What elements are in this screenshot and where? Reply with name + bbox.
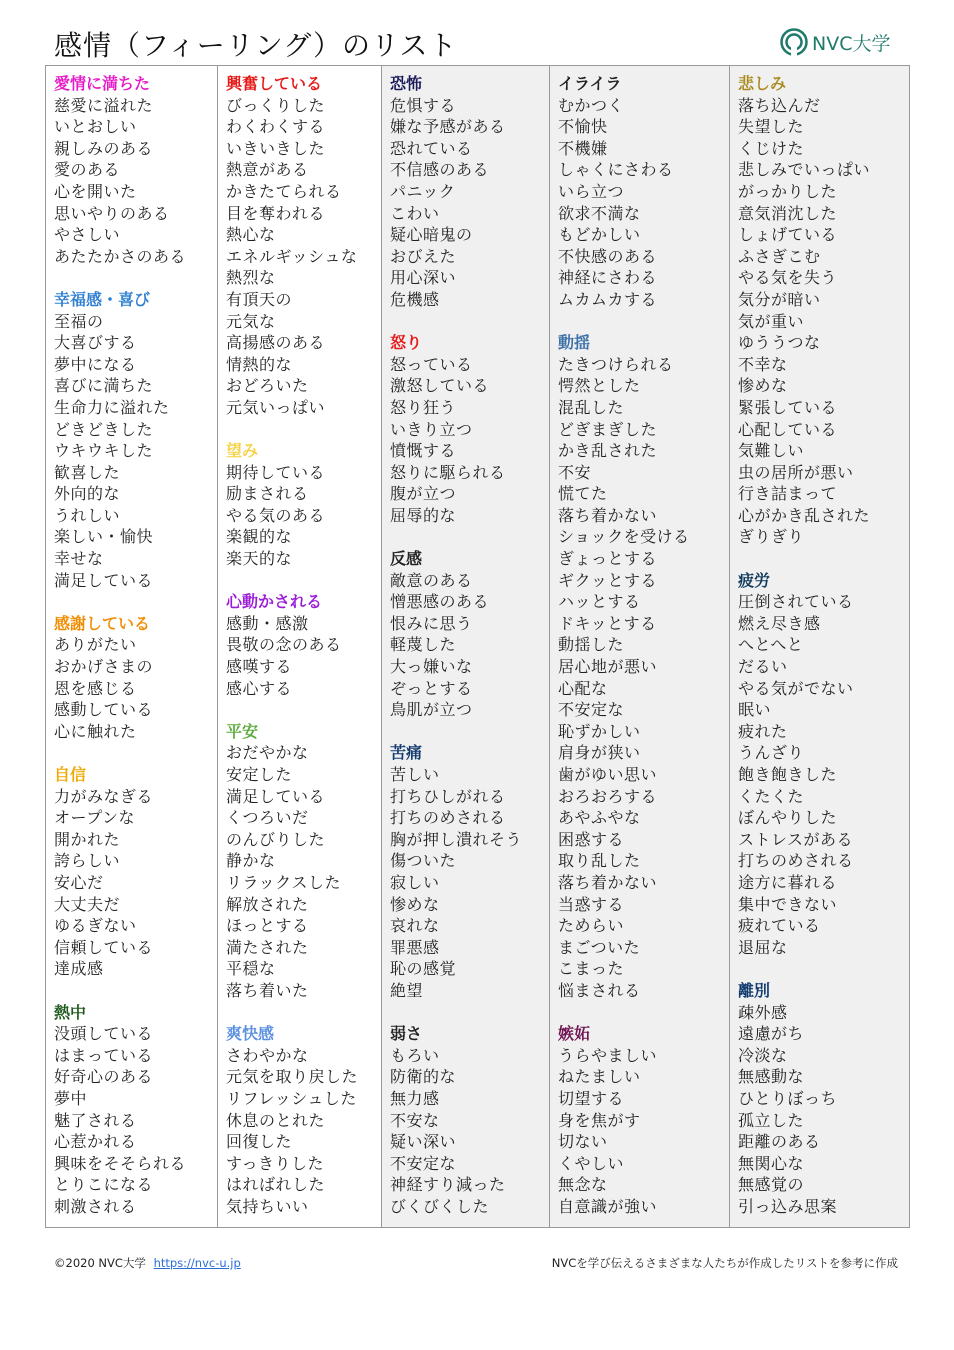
category-heading: 疲労 bbox=[738, 570, 771, 590]
feeling-word: ぼんやりした bbox=[738, 808, 838, 828]
feeling-word: 畏敬の念のある bbox=[226, 635, 342, 655]
feeling-column-3 bbox=[382, 66, 550, 1227]
feeling-word: 好奇心のある bbox=[54, 1067, 154, 1087]
feeling-word: リフレッシュした bbox=[226, 1088, 357, 1108]
feeling-word: 熱心な bbox=[226, 225, 276, 245]
feeling-word: 励まされる bbox=[226, 484, 309, 504]
logo-text: NVC大学 bbox=[812, 32, 891, 55]
feeling-column-4 bbox=[550, 66, 730, 1227]
category-heading: 反感 bbox=[390, 549, 423, 569]
feeling-word: 歯がゆい思い bbox=[558, 765, 658, 784]
feeling-word: はまっている bbox=[54, 1045, 154, 1065]
feeling-word: ぞっとする bbox=[390, 678, 473, 698]
feeling-word: 恥の感覚 bbox=[390, 959, 457, 979]
footer-credit: NVCを学び伝えるさまざまな人たちが作成したリストを参考に作成 bbox=[551, 1256, 898, 1270]
nvc-logo-icon bbox=[780, 28, 808, 56]
feeling-word: 恥ずかしい bbox=[558, 721, 641, 741]
feeling-word: 疎外感 bbox=[738, 1002, 788, 1022]
feelings-table bbox=[45, 65, 910, 1228]
feeling-word: むかつく bbox=[558, 95, 625, 115]
feeling-word: 失望した bbox=[738, 117, 805, 137]
feeling-word: 混乱した bbox=[558, 397, 625, 417]
feeling-word: たきつけられる bbox=[558, 354, 674, 374]
feeling-word: 気難しい bbox=[738, 441, 805, 461]
feeling-word: 慌てた bbox=[558, 484, 608, 504]
category-heading: 爽快感 bbox=[226, 1024, 275, 1044]
category-heading: 怒り bbox=[390, 333, 423, 353]
feeling-word: 目を奪われる bbox=[226, 203, 326, 223]
feeling-word: こまった bbox=[558, 959, 625, 979]
feeling-word: おろおろする bbox=[558, 786, 658, 806]
feeling-word: くじけた bbox=[738, 138, 805, 158]
feeling-word: 意気消沈した bbox=[738, 203, 838, 223]
feeling-word: くたくた bbox=[738, 786, 805, 806]
feeling-word: 途方に暮れる bbox=[738, 872, 838, 892]
feeling-word: すっきりした bbox=[226, 1153, 325, 1173]
feeling-column-5 bbox=[730, 66, 909, 1227]
feeling-word: あやふやな bbox=[558, 808, 641, 828]
feeling-word: 気分が暗い bbox=[738, 289, 821, 309]
feeling-word: もろい bbox=[390, 1045, 440, 1065]
copyright-text: ©2020 NVC大学 bbox=[54, 1256, 146, 1270]
feeling-word: 落ち着かない bbox=[558, 505, 658, 525]
feeling-category bbox=[558, 1023, 729, 1217]
feeling-word: オープンな bbox=[54, 808, 136, 828]
feeling-word: 無関心な bbox=[738, 1153, 805, 1173]
feeling-word: 気持ちいい bbox=[226, 1196, 309, 1216]
feeling-word: 当惑する bbox=[558, 894, 625, 914]
feeling-word: 満足している bbox=[54, 570, 154, 590]
feeling-word: ショックを受ける bbox=[558, 527, 690, 547]
feeling-word: 回復した bbox=[226, 1132, 293, 1152]
feeling-word: びっくりした bbox=[226, 95, 326, 115]
feeling-word: 胸が押し潰れそう bbox=[390, 829, 523, 849]
feeling-word: ぎょっとする bbox=[558, 549, 658, 569]
feeling-word: 感動している bbox=[54, 700, 154, 720]
category-heading: 恐怖 bbox=[390, 74, 423, 93]
feeling-word: 休息のとれた bbox=[226, 1110, 326, 1130]
feeling-word: 不安定な bbox=[558, 700, 625, 720]
feeling-word: 平穏な bbox=[226, 959, 276, 979]
feeling-word: 取り乱した bbox=[558, 851, 641, 871]
feeling-word: ドキッとする bbox=[558, 613, 657, 633]
feeling-column-1 bbox=[46, 66, 218, 1227]
feeling-word: 誇らしい bbox=[54, 851, 121, 871]
feeling-word: 虫の居所が悪い bbox=[738, 462, 854, 482]
category-heading: 動揺 bbox=[558, 333, 591, 353]
feeling-word: 夢中 bbox=[54, 1088, 88, 1108]
feeling-word: 高揚感のある bbox=[226, 333, 326, 353]
feeling-word: 神経すり減った bbox=[390, 1175, 506, 1195]
feeling-word: ギクッとする bbox=[558, 570, 658, 590]
feeling-word: 孤立した bbox=[738, 1110, 805, 1130]
feeling-word: 距離のある bbox=[738, 1132, 821, 1152]
feeling-word: とりこになる bbox=[54, 1175, 154, 1195]
feeling-word: 不信感のある bbox=[390, 160, 490, 180]
feeling-word: はればれした bbox=[226, 1175, 326, 1195]
feeling-word: まごついた bbox=[558, 937, 641, 957]
feeling-category bbox=[54, 764, 217, 980]
feeling-word: 解放された bbox=[226, 894, 309, 914]
feeling-word: 動揺した bbox=[558, 635, 625, 655]
feeling-word: 至福の bbox=[54, 311, 104, 331]
feeling-word: 引っ込み思案 bbox=[738, 1196, 838, 1216]
feeling-word: 楽天的な bbox=[226, 549, 293, 569]
feeling-word: 楽観的な bbox=[226, 527, 293, 547]
feeling-word: 居心地が悪い bbox=[558, 657, 658, 677]
feeling-word: 無感動な bbox=[738, 1067, 805, 1087]
page-title: 感情（フィーリング）のリスト bbox=[54, 29, 458, 62]
feeling-category bbox=[558, 332, 729, 1001]
feeling-word: 不愉快 bbox=[558, 117, 608, 137]
feeling-word: 楽しい・愉快 bbox=[54, 527, 154, 547]
site-link[interactable]: https://nvc-u.jp bbox=[153, 1256, 241, 1270]
feeling-category bbox=[226, 721, 381, 1002]
feeling-word: おびえた bbox=[390, 246, 457, 266]
feeling-category bbox=[390, 332, 549, 526]
feeling-word: くやしい bbox=[558, 1153, 625, 1173]
feeling-word: 怒り狂う bbox=[390, 397, 457, 417]
feeling-word: 退屈な bbox=[738, 937, 788, 957]
feeling-word: ぎりぎり bbox=[738, 527, 805, 547]
feeling-word: かきたてられる bbox=[226, 181, 342, 201]
feeling-word: 惨めな bbox=[738, 376, 788, 396]
feeling-word: 集中できない bbox=[738, 894, 838, 914]
feeling-word: 落ち着かない bbox=[558, 872, 658, 892]
feeling-word: 魅了される bbox=[54, 1110, 137, 1130]
feeling-category bbox=[738, 980, 909, 1218]
feeling-word: 燃え尽き感 bbox=[738, 613, 821, 633]
feeling-word: 不安 bbox=[558, 462, 592, 482]
category-heading: 幸福感・喜び bbox=[54, 289, 151, 309]
feeling-word: 心配な bbox=[558, 678, 608, 698]
feeling-word: パニック bbox=[390, 181, 456, 201]
feeling-word: ためらい bbox=[558, 916, 625, 936]
feeling-word: 元気いっぱい bbox=[226, 397, 326, 417]
feeling-word: ストレスがある bbox=[738, 829, 854, 849]
feeling-word: 不機嫌 bbox=[558, 138, 608, 158]
feeling-category bbox=[226, 591, 381, 699]
feeling-word: 熱意がある bbox=[226, 160, 309, 180]
category-heading: 興奮している bbox=[226, 74, 323, 93]
footer-copyright-block bbox=[54, 1255, 241, 1271]
feeling-word: 惨めな bbox=[390, 894, 440, 914]
feeling-word: 不安定な bbox=[390, 1153, 457, 1173]
feeling-word: 幸せな bbox=[54, 549, 104, 569]
feeling-word: 腹が立つ bbox=[390, 484, 457, 504]
feeling-word: いきり立つ bbox=[390, 419, 473, 439]
feeling-word: 愕然とした bbox=[558, 376, 641, 396]
feeling-word: 防衛的な bbox=[390, 1067, 457, 1087]
feeling-word: 外向的な bbox=[54, 484, 121, 504]
feeling-word: おどろいた bbox=[226, 376, 309, 396]
feeling-word: ほっとする bbox=[226, 916, 309, 936]
feeling-word: 用心深い bbox=[390, 268, 457, 288]
feeling-word: 元気を取り戻した bbox=[226, 1067, 359, 1087]
category-heading: 心動かされる bbox=[226, 592, 323, 612]
feeling-category bbox=[738, 73, 909, 548]
feeling-word: 恩を感じる bbox=[54, 678, 137, 698]
feeling-word: 怒りに駆られる bbox=[390, 462, 506, 482]
feeling-word: 遠慮がち bbox=[738, 1024, 805, 1044]
category-heading: 自信 bbox=[54, 765, 87, 784]
feeling-category bbox=[54, 1002, 217, 1218]
feeling-word: 心配している bbox=[738, 419, 838, 439]
feeling-word: どきどきした bbox=[54, 419, 154, 439]
category-heading: 平安 bbox=[226, 721, 259, 741]
feeling-word: ひとりぼっち bbox=[738, 1088, 838, 1108]
feeling-word: 欲求不満な bbox=[558, 203, 641, 223]
feeling-word: 哀れな bbox=[390, 916, 440, 936]
category-heading: イライラ bbox=[558, 74, 622, 93]
feeling-word: 憤慨する bbox=[390, 441, 457, 461]
feeling-word: こわい bbox=[390, 203, 440, 223]
feeling-word: 冷淡な bbox=[738, 1045, 788, 1065]
feeling-word: 大丈夫だ bbox=[54, 894, 121, 914]
feeling-word: 危機感 bbox=[390, 289, 440, 309]
feeling-word: 満たされた bbox=[226, 937, 309, 957]
feeling-word: うんざり bbox=[738, 743, 805, 763]
feeling-word: いきいきした bbox=[226, 138, 326, 158]
feeling-word: いとおしい bbox=[54, 117, 137, 137]
feeling-word: あたたかさのある bbox=[54, 246, 187, 266]
feeling-word: 打ちのめされる bbox=[738, 851, 854, 871]
feeling-category bbox=[54, 289, 217, 591]
feeling-word: 力がみなぎる bbox=[54, 786, 154, 806]
feeling-word: しょげている bbox=[738, 225, 838, 245]
feeling-word: 心を開いた bbox=[54, 181, 137, 201]
feeling-word: 親しみのある bbox=[54, 138, 154, 158]
feeling-word: 苦しい bbox=[390, 765, 440, 784]
feeling-word: 歓喜した bbox=[54, 462, 121, 482]
feeling-word: 熱烈な bbox=[226, 268, 276, 288]
feeling-word: わくわくする bbox=[226, 117, 326, 137]
brand-logo bbox=[780, 27, 890, 57]
feeling-word: 眠い bbox=[738, 700, 772, 720]
feeling-word: 安心だ bbox=[54, 872, 104, 892]
feeling-word: 無念な bbox=[558, 1175, 608, 1195]
feeling-category bbox=[390, 1023, 549, 1217]
category-heading: 苦痛 bbox=[390, 743, 423, 763]
feeling-word: 切望する bbox=[558, 1088, 625, 1108]
feeling-word: 心がかき乱された bbox=[738, 505, 871, 525]
feeling-word: 開かれた bbox=[54, 829, 121, 849]
feeling-word: 感動・感激 bbox=[226, 613, 309, 633]
feeling-category bbox=[558, 73, 729, 311]
feeling-word: ハッとする bbox=[558, 592, 641, 612]
feeling-category bbox=[226, 73, 381, 419]
feeling-word: どぎまぎした bbox=[558, 419, 658, 439]
feeling-word: 期待している bbox=[226, 462, 326, 482]
feeling-word: 打ちのめされる bbox=[390, 808, 506, 828]
feeling-word: 喜びに満ちた bbox=[54, 376, 154, 396]
feeling-category bbox=[390, 548, 549, 721]
feeling-word: 大っ嫌いな bbox=[390, 657, 473, 677]
category-heading: 弱さ bbox=[390, 1024, 423, 1044]
feeling-word: 没頭している bbox=[54, 1024, 154, 1044]
category-heading: 感謝している bbox=[54, 613, 151, 633]
feeling-word: 緊張している bbox=[738, 397, 838, 417]
feeling-word: 達成感 bbox=[54, 959, 104, 979]
feeling-word: 感嘆する bbox=[226, 657, 293, 677]
category-heading: 悲しみ bbox=[738, 74, 787, 93]
feeling-word: 寂しい bbox=[390, 872, 440, 892]
feeling-word: やる気がでない bbox=[738, 678, 854, 698]
feeling-word: おかげさまの bbox=[54, 657, 154, 677]
feeling-word: 飽き飽きした bbox=[738, 765, 838, 784]
feeling-word: 心に触れた bbox=[54, 721, 137, 741]
feeling-word: 疑心暗鬼の bbox=[390, 225, 473, 245]
feeling-word: 疑い深い bbox=[390, 1132, 457, 1152]
feeling-word: 屈辱的な bbox=[390, 505, 457, 525]
feeling-word: 傷ついた bbox=[390, 851, 457, 871]
feeling-word: 気が重い bbox=[738, 311, 805, 331]
feeling-word: 不快感のある bbox=[558, 246, 658, 266]
feeling-word: 嫌な予感がある bbox=[390, 117, 506, 137]
feeling-word: 危惧する bbox=[390, 95, 457, 115]
feeling-word: 絶望 bbox=[390, 980, 424, 1000]
feeling-category bbox=[390, 73, 549, 311]
feeling-word: 静かな bbox=[226, 851, 276, 871]
feeling-word: のんびりした bbox=[226, 829, 326, 849]
feeling-word: 切ない bbox=[558, 1132, 608, 1152]
feeling-word: 敵意のある bbox=[390, 570, 473, 590]
category-heading: 望み bbox=[226, 441, 259, 461]
feeling-word: 行き詰まって bbox=[738, 484, 838, 504]
feeling-word: 神経にさわる bbox=[558, 268, 658, 288]
feeling-word: 怒っている bbox=[390, 354, 473, 374]
feeling-word: 憎悪感のある bbox=[390, 592, 490, 612]
feeling-word: 心惹かれる bbox=[54, 1132, 137, 1152]
feeling-word: エネルギッシュな bbox=[226, 246, 358, 266]
feeling-word: さわやかな bbox=[226, 1045, 309, 1065]
feeling-word: 元気な bbox=[226, 311, 276, 331]
feeling-word: ねたましい bbox=[558, 1067, 641, 1087]
feeling-word: やさしい bbox=[54, 225, 121, 245]
feeling-word: 身を焦がす bbox=[558, 1110, 641, 1130]
feeling-word: 感心する bbox=[226, 678, 293, 698]
feeling-word: 満足している bbox=[226, 786, 326, 806]
feeling-word: 大喜びする bbox=[54, 333, 137, 353]
feeling-category bbox=[226, 1023, 381, 1217]
feeling-word: 無力感 bbox=[390, 1088, 440, 1108]
feeling-word: おだやかな bbox=[226, 743, 309, 763]
feeling-word: 悲しみでいっぱい bbox=[738, 160, 871, 180]
feeling-word: ゆううつな bbox=[738, 333, 821, 353]
category-heading: 離別 bbox=[738, 980, 771, 1000]
feeling-word: 安定した bbox=[226, 765, 293, 784]
feeling-word: 不幸な bbox=[738, 354, 788, 374]
category-heading: 熱中 bbox=[54, 1002, 87, 1022]
feeling-word: ムカムカする bbox=[558, 289, 658, 309]
feeling-word: へとへと bbox=[738, 635, 804, 655]
feeling-word: しゃくにさわる bbox=[558, 160, 674, 180]
category-heading: 愛情に満ちた bbox=[54, 74, 151, 93]
feeling-word: 疲れている bbox=[738, 916, 821, 936]
feeling-column-2 bbox=[218, 66, 382, 1227]
feeling-word: ゆるぎない bbox=[54, 916, 137, 936]
feeling-word: 落ち込んだ bbox=[738, 95, 821, 115]
feeling-word: もどかしい bbox=[558, 225, 641, 245]
feeling-word: うれしい bbox=[54, 505, 121, 525]
feeling-word: 鳥肌が立つ bbox=[390, 700, 473, 720]
feeling-word: ウキウキした bbox=[54, 441, 154, 461]
feeling-word: くつろいだ bbox=[226, 808, 309, 828]
feeling-word: 生命力に溢れた bbox=[54, 397, 170, 417]
feeling-word: 悩まされる bbox=[558, 980, 641, 1000]
feeling-category bbox=[390, 742, 549, 1001]
feeling-word: 慈愛に溢れた bbox=[54, 95, 154, 115]
feeling-category bbox=[54, 73, 217, 267]
feeling-word: 打ちひしがれる bbox=[390, 786, 506, 806]
feeling-word: ふさぎこむ bbox=[738, 246, 821, 266]
category-heading: 嫉妬 bbox=[558, 1024, 591, 1044]
feeling-word: 思いやりのある bbox=[54, 203, 170, 223]
feeling-word: 夢中になる bbox=[54, 354, 137, 374]
feeling-word: 恐れている bbox=[390, 138, 473, 158]
feeling-word: 無感覚の bbox=[738, 1175, 805, 1195]
feeling-word: リラックスした bbox=[226, 872, 342, 892]
feeling-category bbox=[738, 570, 909, 959]
feeling-word: 激怒している bbox=[390, 376, 490, 396]
feeling-word: いら立つ bbox=[558, 181, 625, 201]
feeling-word: かき乱された bbox=[558, 441, 658, 461]
feeling-word: がっかりした bbox=[738, 181, 838, 201]
feeling-word: 信頼している bbox=[54, 937, 154, 957]
feeling-word: 困惑する bbox=[558, 829, 625, 849]
feeling-word: 情熱的な bbox=[226, 354, 293, 374]
feeling-word: うらやましい bbox=[558, 1045, 658, 1065]
feeling-word: 恨みに思う bbox=[390, 613, 473, 633]
feeling-word: 不安な bbox=[390, 1110, 440, 1130]
feeling-word: やる気を失う bbox=[738, 268, 838, 288]
feeling-word: 有頂天の bbox=[226, 289, 293, 309]
feeling-word: 落ち着いた bbox=[226, 980, 309, 1000]
feeling-word: 圧倒されている bbox=[738, 592, 854, 612]
feeling-word: やる気のある bbox=[226, 505, 326, 525]
feeling-category bbox=[54, 613, 217, 743]
feeling-word: 軽蔑した bbox=[390, 635, 457, 655]
feeling-word: ありがたい bbox=[54, 635, 137, 655]
feeling-word: 疲れた bbox=[738, 721, 788, 741]
feeling-word: 愛のある bbox=[54, 160, 121, 180]
feeling-word: 自意識が強い bbox=[558, 1196, 658, 1216]
feeling-category bbox=[226, 440, 381, 570]
feeling-word: 興味をそそられる bbox=[54, 1153, 187, 1173]
feeling-word: びくびくした bbox=[390, 1196, 490, 1216]
feeling-word: 罪悪感 bbox=[390, 937, 440, 957]
feeling-word: 肩身が狭い bbox=[558, 743, 641, 763]
feeling-word: 刺激される bbox=[54, 1196, 137, 1216]
feeling-word: だるい bbox=[738, 657, 788, 677]
